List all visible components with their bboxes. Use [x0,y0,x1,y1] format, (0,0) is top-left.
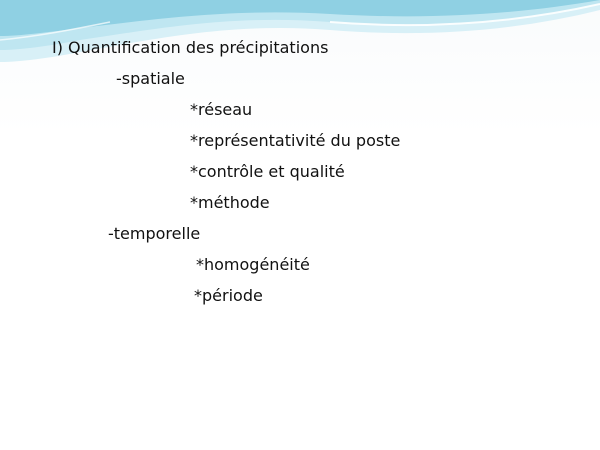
list-item: *période [194,286,263,305]
list-item: -temporelle [108,224,201,243]
list-item: *réseau [190,100,253,119]
list-item: -spatiale [116,69,185,88]
slide-title: I) Quantification des précipitations [52,38,329,57]
list-item: *méthode [190,193,270,212]
list-item: *homogénéité [196,255,310,274]
list-item: *représentativité du poste [190,131,401,150]
list-item: *contrôle et qualité [190,162,345,181]
header-wave-decoration [0,0,600,70]
